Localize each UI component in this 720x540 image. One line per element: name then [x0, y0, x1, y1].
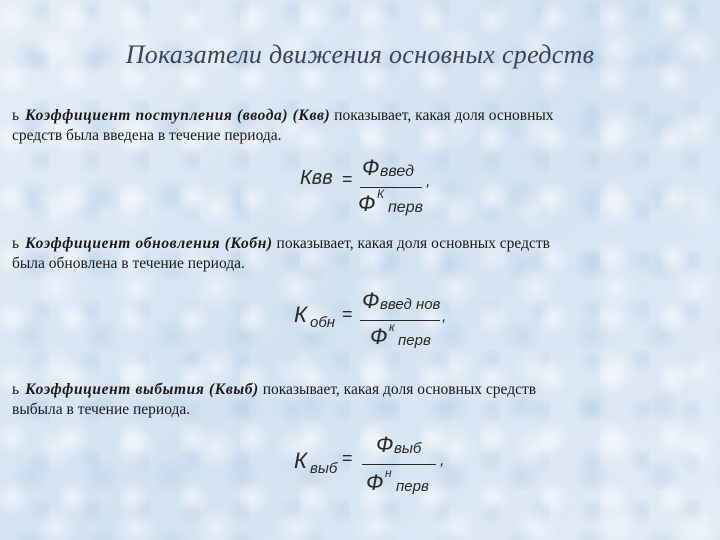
formula-kobn-lhs: К [294, 302, 307, 327]
formula-kvyb-lhs: К [294, 448, 307, 473]
bullet-marker: ь [12, 381, 20, 398]
formula-kobn-den-sup: к [389, 320, 395, 334]
formula-kvv-lhs: Квв [300, 167, 333, 189]
formula-kobn-num-sub: введ нов [380, 296, 441, 313]
definition-kobn [12, 234, 692, 274]
formula-kvv-comma: , [426, 173, 431, 190]
formula-kvv [300, 155, 450, 215]
definition-kvv [12, 106, 692, 146]
desc-kvv-line1: показывает, какая доля основных [330, 107, 554, 124]
formula-kvyb-num-sub: выб [394, 440, 422, 457]
formula-kvyb-den-sup: н [385, 466, 392, 480]
formula-kvyb-den: Ф [366, 470, 384, 495]
desc-kobn-line1: показывает, какая доля основных средств [272, 235, 550, 252]
formula-kobn-den: Ф [370, 324, 388, 349]
formula-kvyb-eq: = [342, 448, 353, 468]
formula-kvyb [294, 432, 454, 494]
formula-kvyb-lhs-sub: выб [310, 460, 338, 477]
term-kvyb: Коэффициент выбытия (Квыб) [25, 381, 259, 398]
formula-kvv-num: Ф [362, 155, 380, 180]
formula-kobn-eq: = [342, 304, 353, 324]
formula-kvyb-num: Ф [376, 432, 394, 457]
fraction-line [360, 187, 422, 188]
fraction-line [360, 320, 440, 321]
bullet-marker: ь [12, 235, 20, 252]
formula-kvv-den-sub: перв [388, 199, 423, 216]
formula-kvyb-comma: , [440, 452, 445, 469]
desc-kvyb-line1: показывает, какая доля основных средств [258, 381, 537, 398]
formula-kobn-lhs-sub: обн [310, 314, 336, 331]
formula-kvv-num-sub: введ [380, 163, 414, 180]
formula-kvv-den-sup: К [377, 187, 385, 201]
formula-kvyb-den-sub: перв [396, 478, 429, 495]
formula-kobn [294, 288, 454, 350]
definition-kvyb [12, 380, 692, 420]
desc-kvyb-line2: выбыла в течение периода. [12, 401, 191, 418]
term-kvv: Коэффициент поступления (ввода) (Квв) [25, 107, 331, 124]
bullet-marker: ь [12, 107, 20, 124]
formula-kvv-den: Ф [358, 191, 376, 216]
formula-kobn-comma: , [442, 308, 447, 325]
formula-kobn-den-sub: перв [398, 332, 431, 349]
formula-kobn-num: Ф [362, 288, 380, 313]
fraction-line [362, 464, 436, 465]
formula-kvv-eq: = [342, 169, 353, 189]
desc-kobn-line2: была обновлена в течение периода. [12, 255, 245, 272]
desc-kvv-line2: средств была введена в течение периода. [12, 127, 282, 144]
term-kobn: Коэффициент обновления (Кобн) [25, 235, 273, 252]
page-title: Показатели движения основных средств [125, 40, 595, 69]
